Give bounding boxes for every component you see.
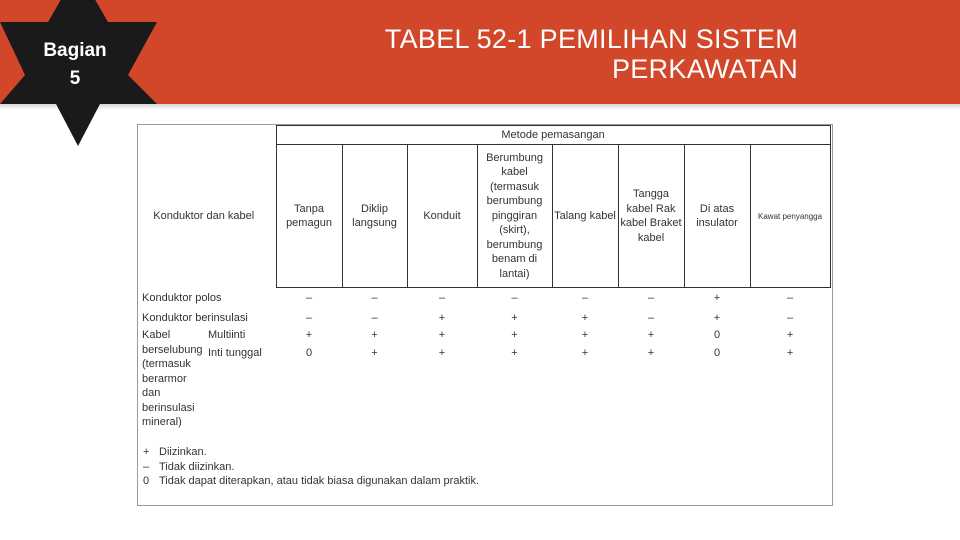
- col-header-talang-kabel: Talang kabel: [552, 145, 618, 288]
- table-row: [138, 288, 830, 309]
- table-cell: +: [511, 312, 518, 324]
- table-cell: +: [713, 312, 721, 324]
- row-label: Konduktor berinsulasi: [142, 312, 248, 324]
- legend-item: [143, 474, 479, 489]
- table-cell: +: [581, 329, 589, 341]
- legend-text: Tidak dapat diterapkan, atau tidak biasa digunakan dalam praktik.: [159, 475, 480, 487]
- row-header: Konduktor dan kabel: [153, 209, 255, 222]
- legend-symbol: –: [143, 460, 150, 473]
- section-badge: [20, 37, 130, 93]
- legend: [143, 445, 479, 489]
- col-header-tangga-kabel: Tangga kabel Rak kabel Braket kabel: [618, 145, 684, 288]
- legend-item: [143, 445, 479, 460]
- table-cell: +: [511, 329, 518, 341]
- table-cell: +: [438, 312, 446, 324]
- table-cell: –: [305, 312, 313, 324]
- table-row: [138, 346, 830, 438]
- table-cell: –: [786, 312, 794, 324]
- table-cell: +: [647, 329, 655, 341]
- table-cell: +: [581, 312, 589, 324]
- table-cell: +: [511, 347, 518, 359]
- table-cell: –: [647, 312, 655, 324]
- row-label: Konduktor polos: [142, 291, 222, 304]
- table-cell: +: [438, 347, 446, 359]
- page-title-line2: PERKAWATAN: [611, 54, 798, 84]
- legend-text: Diizinkan.: [159, 446, 207, 458]
- col-header-konduit: Konduit: [407, 145, 477, 288]
- wiring-selection-table: [138, 125, 831, 438]
- cable-group-label: Kabel berselubung (termasuk berarmor dan berinsulasi mineral): [142, 329, 203, 428]
- col-header-berumbung-kabel: Berumbung kabel (termasuk berumbung pinggiran (skirt), berumbung benam di lantai): [477, 145, 552, 288]
- legend-text: Tidak diizinkan.: [159, 460, 235, 473]
- sub-row-label: Inti tunggal: [208, 347, 262, 359]
- col-header-diklip-langsung: Diklip langsung: [342, 145, 407, 288]
- table-cell: +: [371, 347, 378, 359]
- table-cell: +: [438, 329, 446, 341]
- table-row: [138, 328, 830, 346]
- table-cell: +: [786, 329, 794, 341]
- table-cell: +: [581, 347, 589, 359]
- page-title: [385, 24, 798, 84]
- legend-symbol: 0: [143, 475, 150, 487]
- table-cell: –: [786, 292, 794, 304]
- table-cell: 0: [305, 347, 313, 359]
- table-cell: –: [511, 292, 518, 304]
- sub-row-label: Multiinti: [208, 329, 246, 341]
- col-header-tanpa-pemagun: Tanpa pemagun: [276, 145, 342, 288]
- table-cell: –: [305, 292, 313, 304]
- table-cell: –: [647, 292, 655, 304]
- legend-symbol: +: [143, 446, 150, 458]
- table-cell: +: [371, 329, 378, 341]
- col-header-di-atas-insulator: Di atas insulator: [684, 145, 750, 288]
- table-cell: +: [713, 292, 721, 304]
- table-cell: +: [786, 347, 794, 359]
- section-badge-line2: 5: [69, 68, 81, 89]
- legend-item: [143, 460, 479, 475]
- table-cell: +: [647, 347, 655, 359]
- table-cell: –: [371, 312, 378, 324]
- group-header: Metode pemasangan: [276, 126, 830, 145]
- table-cell: –: [371, 292, 378, 304]
- page-title-line1: TABEL 52-1 PEMILIHAN SISTEM: [384, 24, 798, 54]
- table-cell: –: [581, 292, 589, 304]
- empty-corner: [138, 126, 276, 145]
- table-cell: 0: [713, 347, 721, 359]
- table-cell: –: [438, 292, 446, 304]
- table-cell: 0: [713, 329, 721, 341]
- col-header-kawat-penyangga: Kawat penyangga: [750, 145, 830, 288]
- section-badge-line1: Bagian: [43, 40, 107, 61]
- table-row: [138, 308, 830, 328]
- table-cell: +: [305, 329, 313, 341]
